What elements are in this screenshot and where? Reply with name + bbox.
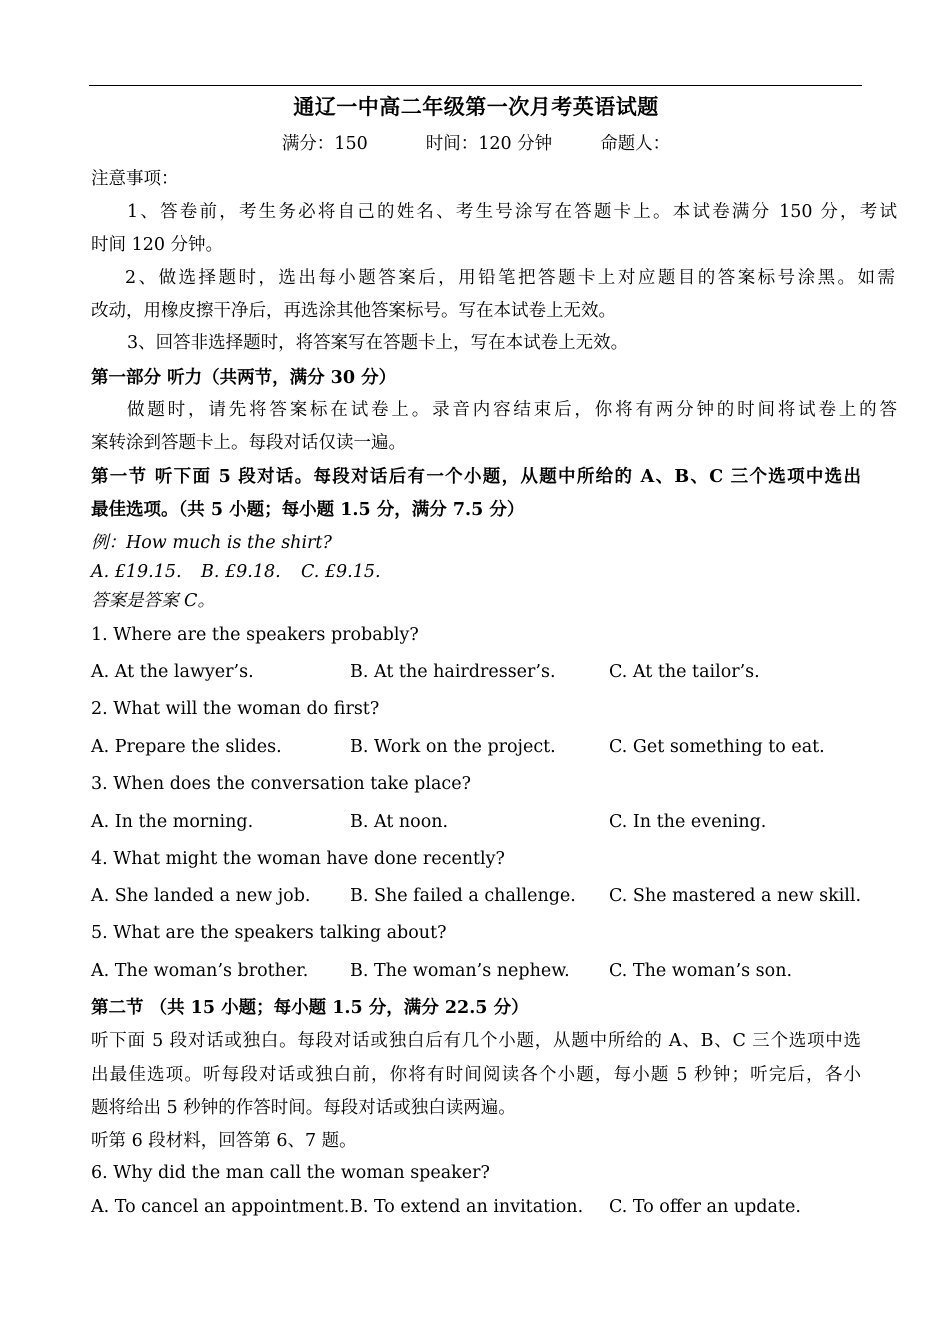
question-3-option-b: B. At noon. — [350, 812, 449, 832]
header-rule — [89, 85, 862, 86]
question-5: 5. What are the speakers talking about? — [91, 923, 447, 943]
example-options — [91, 558, 861, 586]
example-answer: 答案是答案 C。 — [91, 591, 215, 611]
notice-item1-line1: 1、答卷前，考生务必将自己的姓名、考生号涂写在答题卡上。本试卷满分 150 分，考试 — [127, 202, 897, 222]
question-1-option-a: A. At the lawyer’s. — [91, 662, 254, 682]
section2-intro-line2: 出最佳选项。听每段对话或独白前，你将有时间阅读各个小题，每小题 5 秒钟；听完后，各小 — [91, 1065, 861, 1085]
section2-heading: 第二节 （共 15 小题；每小题 1.5 分，满分 22.5 分） — [91, 998, 529, 1018]
question-3-option-c: C. In the evening. — [609, 812, 767, 832]
example-option-a: A. £19.15. — [91, 562, 182, 582]
question-4-option-c: C. She mastered a new skill. — [609, 886, 862, 906]
question-1-option-c: C. At the tailor’s. — [609, 662, 760, 682]
question-6: 6. Why did the man call the woman speaker? — [91, 1163, 490, 1183]
author-info: 命题人： — [600, 134, 671, 154]
question-4-options — [91, 882, 861, 910]
question-5-option-a: A. The woman’s brother. — [91, 961, 309, 981]
notice-item3: 3、回答非选择题时，将答案写在答题卡上，写在本试卷上无效。 — [127, 333, 629, 353]
question-5-option-c: C. The woman’s son. — [609, 961, 793, 981]
question-2-options — [91, 733, 861, 761]
section1-heading-line1: 第一节 听下面 5 段对话。每段对话后有一个小题，从题中所给的 A、B、C 三个选项中选出 — [91, 467, 861, 487]
part1-heading: 第一部分 听力（共两节，满分 30 分） — [91, 368, 397, 388]
question-6-option-a: A. To cancel an appointment. — [91, 1197, 350, 1217]
section2-intro-line1: 听下面 5 段对话或独白。每段对话或独白后有几个小题，从题中所给的 A、B、C 三个选项中选 — [91, 1031, 861, 1051]
question-1: 1. Where are the speakers probably? — [91, 625, 419, 645]
exam-title: 通辽一中高二年级第一次月考英语试题 — [293, 94, 659, 119]
material-6-instruction: 听第 6 段材料，回答第 6、7 题。 — [91, 1131, 357, 1151]
score-info: 满分：150 — [281, 134, 368, 154]
part1-intro-line1: 做题时，请先将答案标在试卷上。录音内容结束后，你将有两分钟的时间将试卷上的答 — [127, 400, 897, 420]
question-5-option-b: B. The woman’s nephew. — [350, 961, 570, 981]
question-2-option-b: B. Work on the project. — [350, 737, 556, 757]
example-option-b: B. £9.18. — [201, 562, 281, 582]
notice-item2-line2: 改动，用橡皮擦干净后，再选涂其他答案标号。写在本试卷上无效。 — [91, 301, 616, 321]
question-1-option-b: B. At the hairdresser’s. — [350, 662, 556, 682]
exam-info — [91, 130, 861, 158]
notice-item2-line1: 2、做选择题时，选出每小题答案后，用铅笔把答题卡上对应题目的答案标号涂黑。如需 — [125, 268, 895, 288]
section2-intro-line3: 题将给出 5 秒钟的作答时间。每段对话或独白读两遍。 — [91, 1098, 516, 1118]
question-4: 4. What might the woman have done recently? — [91, 849, 505, 869]
question-2-option-a: A. Prepare the slides. — [91, 737, 282, 757]
time-info: 时间：120 分钟 — [425, 134, 553, 154]
question-3: 3. When does the conversation take place? — [91, 774, 471, 794]
question-5-options — [91, 957, 861, 985]
example-option-c: C. £9.15. — [301, 562, 381, 582]
part1-intro-line2: 案转涂到答题卡上。每段对话仅读一遍。 — [91, 433, 406, 453]
question-4-option-a: A. She landed a new job. — [91, 886, 311, 906]
question-1-options — [91, 658, 861, 686]
section1-heading-line2: 最佳选项。（共 5 小题；每小题 1.5 分，满分 7.5 分） — [91, 500, 525, 520]
question-3-options — [91, 808, 861, 836]
question-2-option-c: C. Get something to eat. — [609, 737, 825, 757]
example-question: 例：How much is the shirt? — [91, 533, 332, 553]
question-6-option-b: B. To extend an invitation. — [350, 1197, 584, 1217]
notice-heading: 注意事项： — [91, 169, 179, 189]
question-4-option-b: B. She failed a challenge. — [350, 886, 576, 906]
question-3-option-a: A. In the morning. — [91, 812, 254, 832]
question-6-option-c: C. To offer an update. — [609, 1197, 801, 1217]
question-6-options — [91, 1193, 861, 1221]
notice-item1-line2: 时间 120 分钟。 — [91, 235, 224, 255]
question-2: 2. What will the woman do first? — [91, 699, 380, 719]
